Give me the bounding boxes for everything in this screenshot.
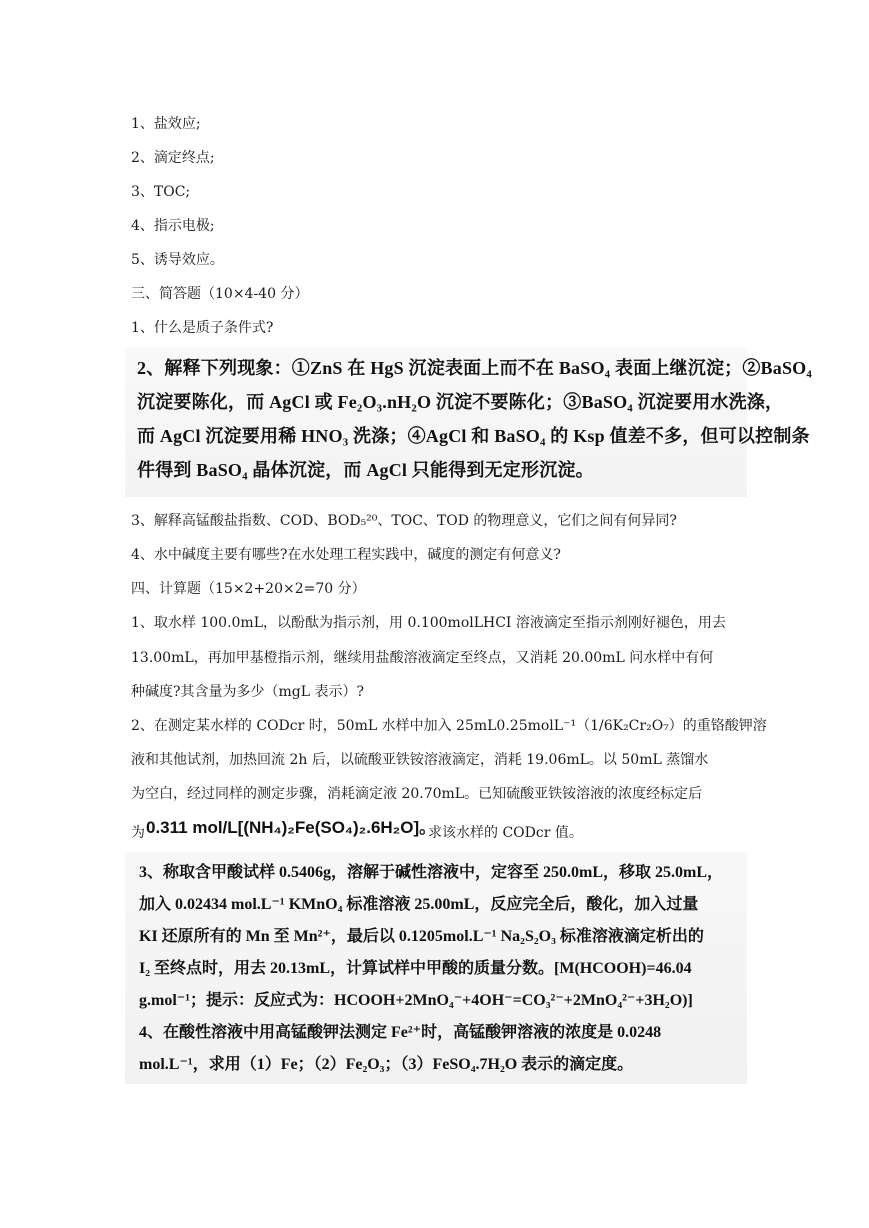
scan-b-line-1: 3、称取含甲酸试样 0.5406g，溶解于碱性溶液中，定容至 250.0mL，移取 25.0mL，	[139, 864, 724, 881]
scan-a-line-2: 沉淀要陈化，而 AgCl 或 Fe₂O₃.nH₂O 沉淀不要陈化；③BaSO₄ 沉淀要用水洗涤，	[137, 392, 784, 412]
scan-b-line-6: 4、在酸性溶液中用高锰酸钾法测定 Fe²⁺时，高锰酸钾溶液的浓度是 0.0248	[139, 1024, 662, 1041]
scanned-questions-3-4	[125, 852, 747, 1084]
item-indicator-electrode: 4、指示电极;	[131, 218, 215, 234]
calc-q2-line-1: 2、在测定某水样的 CODcr 时，50mL 水样中加入 25mL0.25molL⁻¹（1/6K₂Cr₂O₇）的重铬酸钾溶	[131, 718, 767, 734]
section-calculation-heading: 四、计算题（15×2+20×2=70 分）	[131, 581, 366, 597]
calc-q2-prefix: 为	[131, 825, 145, 841]
question-proton-condition: 1、什么是质子条件式?	[131, 320, 274, 336]
calc-q2-formula: 0.311 mol/L[(NH₄)₂Fe(SO₄)₂.6H₂O]。	[146, 818, 437, 837]
scan-b-line-3: KI 还原所有的 Mn 至 Mn²⁺，最后以 0.1205mol.L⁻¹ Na₂S₂O₃ 标准溶液滴定析出的	[139, 928, 704, 945]
scan-b-line-2: 加入 0.02434 mol.L⁻¹ KMnO₄ 标准溶液 25.00mL，反应完全后，酸化，加入过量	[139, 896, 699, 913]
item-titration-endpoint: 2、滴定终点;	[131, 150, 215, 166]
scan-b-line-4: I₂ 至终点时，用去 20.13mL，计算试样中甲酸的质量分数。[M(HCOOH)=46.04	[139, 960, 692, 977]
section-short-answer-heading: 三、简答题（10×4-40 分）	[131, 286, 309, 302]
scan-a-line-4: 件得到 BaSO₄ 晶体沉淀，而 AgCl 只能得到无定形沉淀。	[137, 460, 594, 480]
scan-b-line-7: mol.L⁻¹，求用（1）Fe；（2）Fe₂O₃；（3）FeSO₄.7H₂O 表示的滴定度。	[139, 1056, 634, 1073]
scanned-question-2	[125, 347, 812, 497]
question-oxygen-demand: 3、解释高锰酸盐指数、COD、BOD₅²⁰、TOC、TOD 的物理意义，它们之间有何异同?	[131, 513, 677, 529]
calc-q2-suffix: 求该水样的 CODcr 值。	[428, 825, 583, 841]
scan-a-line-3: 而 AgCl 沉淀要用稀 HNO₃ 洗涤；④AgCl 和 BaSO₄ 的 Ksp 值差不多，但可以控制条	[137, 426, 810, 446]
scan-a-line-1: 2、解释下列现象：①ZnS 在 HgS 沉淀表面上而不在 BaSO₄ 表面上继沉淀；②BaSO₄	[137, 358, 812, 378]
scan-b-line-5: g.mol⁻¹；提示：反应式为：HCOOH+2MnO₄⁻+4OH⁻=CO₃²⁻+2MnO₄²⁻+3H₂O)]	[139, 992, 693, 1009]
calc-q2-line-2: 液和其他试剂，加热回流 2h 后，以硫酸亚铁铵溶液滴定，消耗 19.06mL。以 50mL 蒸馏水	[131, 752, 709, 768]
calc-q1-line-3: 种碱度?其含量为多少（mgL 表示）?	[131, 684, 364, 700]
calc-q1-line-1: 1、取水样 100.0mL，以酚酞为指示剂，用 0.100molLHCI 溶液滴定至指示剂刚好褪色，用去	[131, 615, 726, 631]
calc-q2-line-3: 为空白，经过同样的测定步骤，消耗滴定液 20.70mL。已知硫酸亚铁铵溶液的浓度经标定后	[131, 786, 703, 802]
item-toc: 3、TOC;	[131, 184, 191, 200]
question-alkalinity: 4、水中碱度主要有哪些?在水处理工程实践中，碱度的测定有何意义?	[131, 547, 561, 563]
calc-q1-line-2: 13.00mL，再加甲基橙指示剂，继续用盐酸溶液滴定至终点，又消耗 20.00mL 问水样中有何	[131, 650, 714, 666]
item-salt-effect: 1、盐效应;	[131, 116, 201, 132]
item-induced-effect: 5、诱导效应。	[131, 252, 224, 268]
